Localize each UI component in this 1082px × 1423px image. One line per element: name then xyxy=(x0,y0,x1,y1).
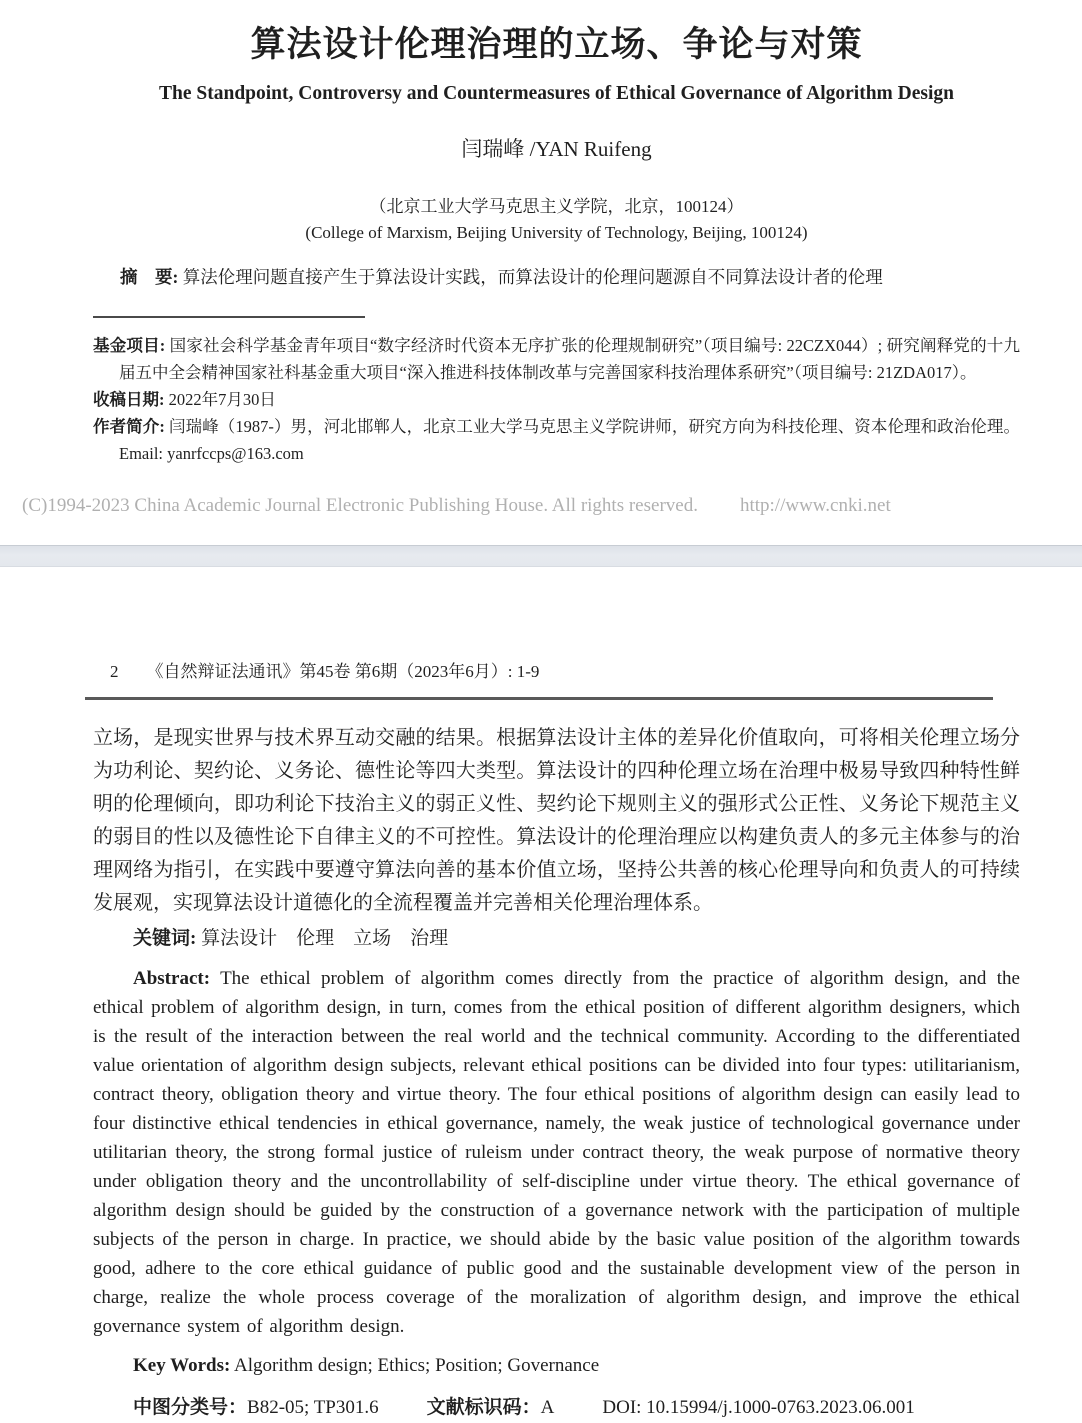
doc-code-value: A xyxy=(540,1397,555,1418)
doi-text: DOI: 10.15994/j.1000-0763.2023.06.001 xyxy=(602,1397,915,1418)
footnote-funding-label: 基金项目: xyxy=(93,336,166,355)
clc-value: B82-05; TP301.6 xyxy=(247,1397,379,1418)
keywords-cn-line xyxy=(93,924,1020,954)
footnote-received-label: 收稿日期: xyxy=(93,390,165,409)
page-number: 2 xyxy=(110,662,119,681)
journal-citation: 《自然辩证法通讯》第45卷 第6期（2023年6月）: 1-9 xyxy=(146,662,540,681)
copyright-url: http://www.cnki.net xyxy=(739,495,891,516)
footnote-received-date xyxy=(93,386,1020,413)
copyright-text: (C)1994-2023 China Academic Journal Electronic Publishing House. All rights reserved. xyxy=(22,495,698,516)
footnote-funding xyxy=(93,332,1020,386)
abstract-en-label: Abstract: xyxy=(133,968,211,989)
affiliation-en: (College of Marxism, Beijing University of Technology, Beijing, 100124) xyxy=(305,223,808,242)
abstract-cn-label: 摘 要: xyxy=(120,267,179,287)
doc-code-label: 文献标识码： xyxy=(426,1397,541,1418)
keywords-cn-text: 算法设计 伦理 立场 治理 xyxy=(201,928,449,949)
footnote-divider xyxy=(93,316,365,318)
footnote-received-text: 2022年7月30日 xyxy=(168,390,276,409)
keywords-en-label: Key Words: xyxy=(133,1355,231,1376)
abstract-en-paragraph xyxy=(93,964,1020,1341)
footnote-funding-text: 国家社会科学基金青年项目“数字经济时代资本无序扩张的伦理规制研究”（项目编号: 22CZX044）; 研究阐释党的十九届五中全会精神国家社科基金重大项目“深入推进科技体制改革与完善国家科技治理体系研究”（项目编号: 21ZDA017）。 xyxy=(119,336,1020,382)
page1-content xyxy=(0,0,1082,519)
page2-running-header xyxy=(93,659,1020,685)
footnotes-block xyxy=(93,332,1020,467)
keywords-en-text: Algorithm design; Ethics; Position; Governance xyxy=(234,1355,600,1376)
affiliation-block xyxy=(93,194,1020,246)
footnote-bio-label: 作者简介: xyxy=(93,417,165,436)
abstract-cn-continuation: 立场，是现实世界与技术界互动交融的结果。根据算法设计主体的差异化价值取向，可将相关伦理立场分为功利论、契约论、义务论、德性论等四大类型。算法设计的四种伦理立场在治理中极易导致四种特性鲜明的伦理倾向，即功利论下技治主义的弱正义性、契约论下规则主义的强形式公正性、义务论下规范主义的弱目的性以及德性论下自律主义的不可控性。算法设计的伦理治理应以构建负责人的多元主体参与的治理网络为指引，在实践中要遵守算法向善的基本价值立场，坚持公共善的核心伦理导向和负责人的可持续发展观，实现算法设计道德化的全流程覆盖并完善相关伦理治理体系。 xyxy=(93,727,1020,914)
classification-line xyxy=(93,1393,1020,1423)
abstract-cn-text: 算法伦理问题直接产生于算法设计实践，而算法设计的伦理问题源自不同算法设计者的伦理 xyxy=(182,267,883,287)
pdf-page-separator xyxy=(0,545,1082,567)
header-rule xyxy=(85,697,993,700)
affiliation-cn: （北京工业大学马克思主义学院，北京，100124） xyxy=(369,197,744,216)
keywords-en-line xyxy=(93,1351,1020,1381)
clc-label: 中图分类号： xyxy=(133,1397,248,1418)
author-name: 闫瑞峰 /YAN Ruifeng xyxy=(461,137,652,161)
copyright-line xyxy=(22,493,1020,519)
abstract-en-text: The ethical problem of algorithm comes directly from the practice of algorithm design, and the ethical problem of algorithm design, in turn, comes from the ethical position of different algorithm designers, which is the result of the interaction between the real world and the technical community. According to the differentiated value orientation of algorithm design subjects, relevant ethical positions can be divided into four types: utilitarianism, contract theory, obligation theory and virtue theory. The four ethical positions of algorithm design can easily lead to four distinctive ethical tendencies in ethical governance, namely, the weak justice of technological governance under utilitarian theory, the strong formal justice of ruleism under contract theory, the weak purpose of normative theory under obligation theory and the uncontrollability of self-discipline under virtue theory. The ethical governance of algorithm design should be guided by the construction of a governance network with the participation of multiple subjects of the person in charge. In practice, we should abide by the basic value position of the algorithm towards good, adhere to the core ethical guidance of public good and the sustainable development view of the person in charge, realize the whole process coverage of the moralization of algorithm design, and improve the ethical governance system of algorithm design. xyxy=(93,968,1020,1337)
page2-content xyxy=(0,659,1082,1423)
keywords-cn-label: 关键词: xyxy=(133,928,197,949)
footnote-author-bio xyxy=(93,413,1020,467)
abstract-cn-line xyxy=(93,264,1020,290)
paper-title-en: The Standpoint, Controversy and Countermeasures of Ethical Governance of Algorithm Design xyxy=(159,83,954,104)
footnote-bio-text: 闫瑞峰（1987-）男，河北邯郸人，北京工业大学马克思主义学院讲师，研究方向为科技伦理、资本伦理和政治伦理。Email: yanrfccps@163.com xyxy=(119,417,1021,463)
paper-title-cn: 算法设计伦理治理的立场、争论与对策 xyxy=(250,25,863,64)
